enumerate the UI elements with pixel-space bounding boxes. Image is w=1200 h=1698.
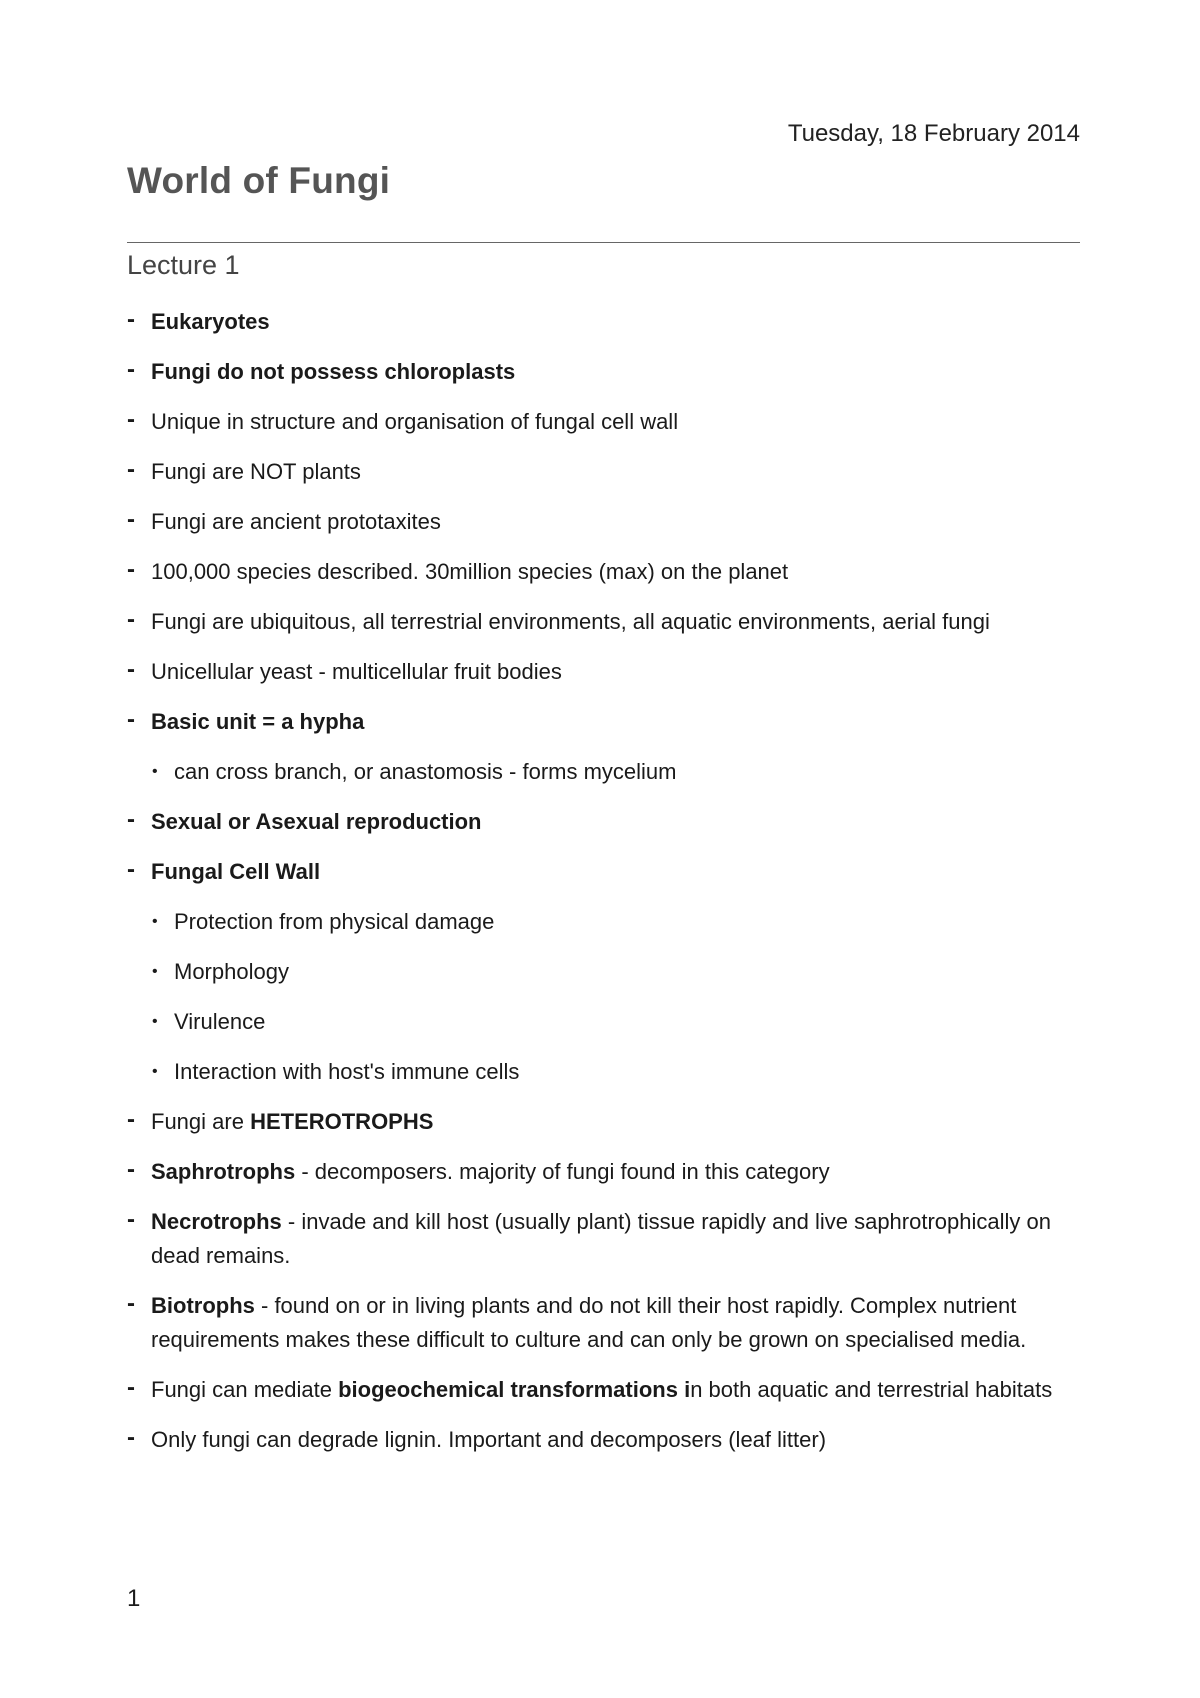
title-divider <box>127 242 1080 243</box>
item-bold: biogeochemical transformations i <box>338 1377 691 1402</box>
list-item <box>127 705 1087 739</box>
list-item <box>127 605 1087 639</box>
dash-marker: - <box>127 1156 135 1183</box>
item-bold: Biotrophs <box>151 1293 255 1318</box>
list-item <box>127 305 1087 339</box>
notes-list <box>127 305 1087 1473</box>
list-item <box>127 1105 1087 1139</box>
page-title: World of Fungi <box>127 160 391 201</box>
sub-list-item <box>127 955 1087 989</box>
dash-marker: - <box>127 406 135 433</box>
list-item <box>127 655 1087 689</box>
sub-item-text: Interaction with host's immune cells <box>174 1059 520 1084</box>
item-text: n both aquatic and terrestrial habitats <box>690 1377 1053 1402</box>
item-text: - invade and kill host (usually plant) tissue rapidly and live saphrotrophically on dead remains. <box>151 1209 1051 1268</box>
item-bold: Fungi do not possess chloroplasts <box>151 359 516 384</box>
item-text: Fungi are ubiquitous, all terrestrial environments, all aquatic environments, aerial fungi <box>151 609 990 634</box>
item-bold: Necrotrophs <box>151 1209 282 1234</box>
dash-marker: - <box>127 656 135 683</box>
sub-item-text: Protection from physical damage <box>174 909 495 934</box>
dash-marker: - <box>127 306 135 333</box>
dash-marker: - <box>127 606 135 633</box>
item-text: Unicellular yeast - multicellular fruit bodies <box>151 659 562 684</box>
sub-item-text: Morphology <box>174 959 289 984</box>
dash-marker: - <box>127 1424 135 1451</box>
list-item <box>127 355 1087 389</box>
item-bold: Fungal Cell Wall <box>151 859 321 884</box>
list-item <box>127 1423 1087 1457</box>
list-item <box>127 1373 1087 1407</box>
list-item <box>127 1155 1087 1189</box>
item-bold: Saphrotrophs <box>151 1159 296 1184</box>
list-item <box>127 555 1087 589</box>
item-text: Fungi are ancient prototaxites <box>151 509 441 534</box>
list-item <box>127 455 1087 489</box>
dash-marker: - <box>127 556 135 583</box>
bullet-dot: • <box>152 913 158 930</box>
sub-list-item <box>127 1055 1087 1089</box>
dash-marker: - <box>127 806 135 833</box>
list-item <box>127 855 1087 889</box>
item-text: Fungi are <box>151 1109 251 1134</box>
dash-marker: - <box>127 1374 135 1401</box>
dash-marker: - <box>127 856 135 883</box>
sub-item-text: Virulence <box>174 1009 266 1034</box>
date-stamp: Tuesday, 18 February 2014 <box>787 120 1080 147</box>
bullet-dot: • <box>152 963 158 980</box>
sub-list-item <box>127 905 1087 939</box>
dash-marker: - <box>127 706 135 733</box>
list-item <box>127 805 1087 839</box>
list-item <box>127 1205 1087 1273</box>
list-item <box>127 1289 1087 1357</box>
item-text: Fungi can mediate <box>151 1377 339 1402</box>
section-heading: Lecture 1 <box>127 250 240 280</box>
page-number: 1 <box>127 1585 141 1612</box>
item-bold: Sexual or Asexual reproduction <box>151 809 482 834</box>
item-text: - found on or in living plants and do not kill their host rapidly. Complex nutrient requirements makes these difficult to culture and can only be grown on specialised media. <box>151 1293 1027 1352</box>
item-text: Only fungi can degrade lignin. Important and decomposers (leaf litter) <box>151 1427 827 1452</box>
dash-marker: - <box>127 456 135 483</box>
sub-list-item <box>127 755 1087 789</box>
item-bold: Basic unit = a hypha <box>151 709 365 734</box>
item-text: Unique in structure and organisation of fungal cell wall <box>151 409 679 434</box>
sub-item-text: can cross branch, or anastomosis - forms mycelium <box>174 759 677 784</box>
item-text: 100,000 species described. 30million species (max) on the planet <box>151 559 789 584</box>
dash-marker: - <box>127 506 135 533</box>
list-item <box>127 505 1087 539</box>
dash-marker: - <box>127 1106 135 1133</box>
item-bold: HETEROTROPHS <box>250 1109 434 1134</box>
dash-marker: - <box>127 356 135 383</box>
list-item <box>127 405 1087 439</box>
bullet-dot: • <box>152 1013 158 1030</box>
dash-marker: - <box>127 1290 135 1317</box>
item-text: Fungi are NOT plants <box>151 459 361 484</box>
item-text: - decomposers. majority of fungi found in this category <box>295 1159 830 1184</box>
dash-marker: - <box>127 1206 135 1233</box>
bullet-dot: • <box>152 1063 158 1080</box>
bullet-dot: • <box>152 763 158 780</box>
sub-list-item <box>127 1005 1087 1039</box>
item-bold: Eukaryotes <box>151 309 270 334</box>
